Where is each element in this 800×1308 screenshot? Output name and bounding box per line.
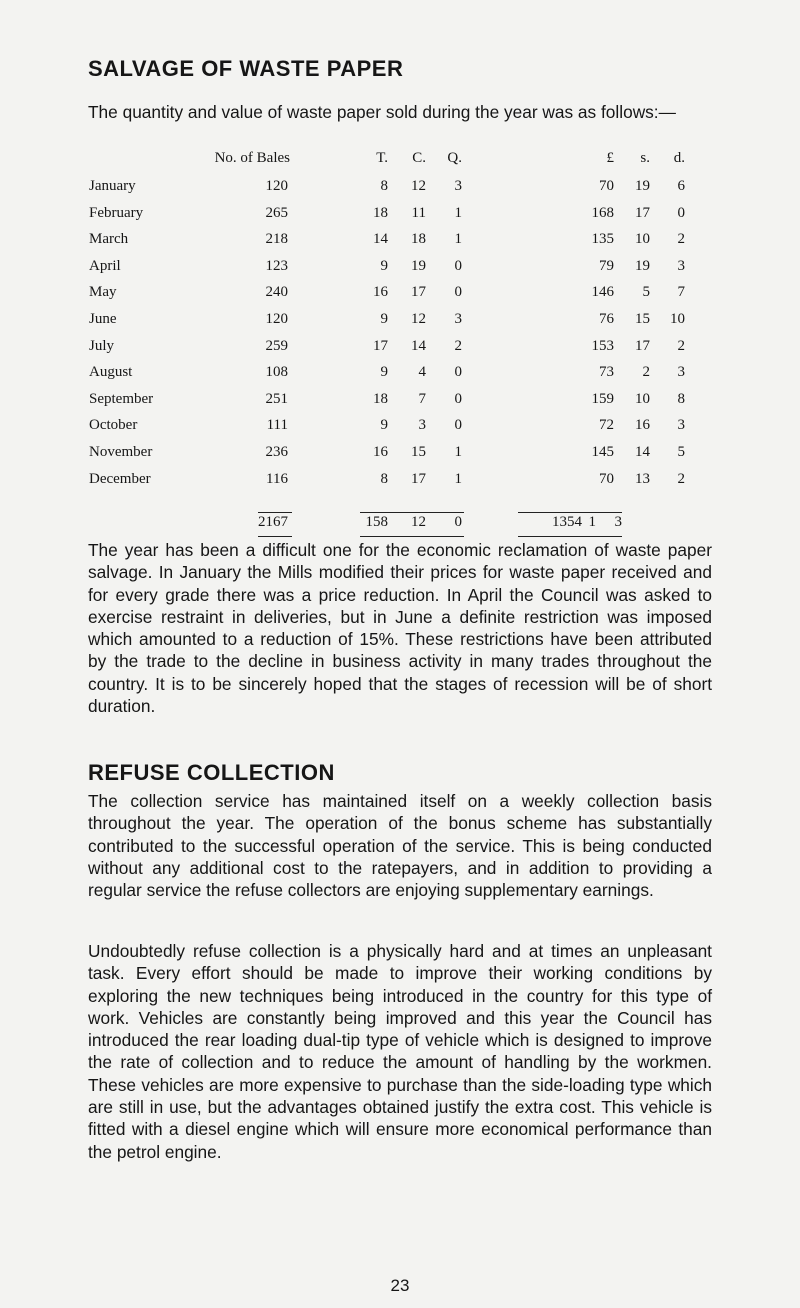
salvage-table: [0, 0, 800, 560]
table-row-month: May: [89, 284, 117, 300]
table-cell-pounds: 72: [599, 417, 614, 433]
table-cell-q: 1: [454, 444, 462, 460]
table-cell-pounds: 159: [591, 391, 614, 407]
table-cell-bales: 120: [265, 311, 288, 327]
total-cwt: 12: [411, 514, 426, 530]
table-cell-shillings: 5: [642, 284, 650, 300]
table-row-month: March: [89, 231, 129, 247]
header-pounds: £: [606, 150, 614, 166]
table-cell-pence: 3: [677, 258, 685, 274]
refuse-heading: REFUSE COLLECTION: [88, 760, 335, 785]
table-cell-t: 8: [380, 178, 388, 194]
header-cwt: C.: [412, 150, 426, 166]
header-bales: No. of Bales: [214, 150, 290, 166]
table-row-month: September: [89, 391, 154, 407]
table-cell-shillings: 10: [635, 391, 650, 407]
table-cell-pounds: 145: [591, 444, 614, 460]
total-rule-bales: [258, 512, 292, 513]
table-cell-t: 18: [373, 205, 388, 221]
refuse-paragraph-1: The collection service has maintained itself on a weekly collection basis throughout the year. The operation of the bonus scheme has substantially contributed to the successful operation of the service. This is being conducted without any additional cost to the ratepayers, and in addition to providing a regular service the refuse collectors are enjoying supplementary earnings.: [88, 791, 712, 901]
table-cell-shillings: 15: [635, 311, 650, 327]
table-cell-pence: 2: [677, 471, 685, 487]
table-cell-bales: 108: [265, 364, 288, 380]
table-cell-q: 1: [454, 471, 462, 487]
header-tons: T.: [376, 150, 388, 166]
table-row-month: January: [89, 178, 136, 194]
total-pounds: 1354: [552, 514, 582, 530]
total-underline-weight: [360, 536, 464, 537]
table-cell-pounds: 73: [599, 364, 614, 380]
table-cell-bales: 218: [265, 231, 288, 247]
table-cell-pence: 3: [677, 364, 685, 380]
table-cell-c: 14: [411, 338, 426, 354]
salvage-paragraph: The year has been a difficult one for the economic reclamation of waste paper salvage. In January the Mills modified their prices for waste paper received and for every grade there was a price reduction. In April the Council was asked to exercise restraint in deliveries, but in June a definite restriction was imposed which amounted to a reduction of 15%. These restrictions have been attributed by the trade to the decline in business activity in many trades throughout the country. It is to be sincerely hoped that the stages of recession will be of short duration.: [88, 540, 712, 717]
table-cell-shillings: 2: [642, 364, 650, 380]
table-cell-t: 9: [380, 417, 388, 433]
table-cell-t: 14: [373, 231, 388, 247]
table-cell-t: 17: [373, 338, 388, 354]
table-row-month: December: [89, 471, 151, 487]
total-rule-value: [518, 512, 622, 513]
total-underline-bales: [258, 536, 292, 537]
table-cell-c: 4: [418, 364, 426, 380]
total-pence: 3: [614, 514, 622, 530]
table-cell-pounds: 70: [599, 471, 614, 487]
table-cell-shillings: 19: [635, 178, 650, 194]
table-cell-q: 1: [454, 205, 462, 221]
total-rule-weight: [360, 512, 464, 513]
table-cell-bales: 259: [265, 338, 288, 354]
table-cell-c: 3: [418, 417, 426, 433]
table-cell-c: 17: [411, 471, 426, 487]
table-cell-shillings: 17: [635, 338, 650, 354]
table-cell-t: 9: [380, 364, 388, 380]
total-quarters: 0: [454, 514, 462, 530]
table-cell-q: 0: [454, 417, 462, 433]
table-cell-pence: 2: [677, 338, 685, 354]
table-row-month: November: [89, 444, 153, 460]
table-row-month: August: [89, 364, 133, 380]
table-cell-pounds: 146: [591, 284, 614, 300]
salvage-heading: SALVAGE OF WASTE PAPER: [88, 56, 404, 81]
table-cell-bales: 111: [266, 417, 288, 433]
table-cell-pence: 6: [677, 178, 685, 194]
table-cell-q: 3: [454, 178, 462, 194]
table-cell-t: 18: [373, 391, 388, 407]
table-cell-pence: 3: [677, 417, 685, 433]
page-number: 23: [390, 1276, 410, 1295]
table-cell-pence: 2: [677, 231, 685, 247]
table-row-month: June: [89, 311, 117, 327]
table-cell-pounds: 153: [591, 338, 614, 354]
header-quarters: Q.: [447, 150, 462, 166]
total-underline-value: [518, 536, 622, 537]
total-shillings: 1: [588, 514, 596, 530]
total-tons: 158: [365, 514, 388, 530]
table-cell-q: 1: [454, 231, 462, 247]
salvage-intro: The quantity and value of waste paper sold during the year was as follows:—: [88, 102, 676, 122]
table-cell-q: 0: [454, 258, 462, 274]
table-cell-q: 0: [454, 364, 462, 380]
table-cell-t: 9: [380, 311, 388, 327]
table-cell-shillings: 13: [635, 471, 650, 487]
table-cell-pence: 7: [677, 284, 685, 300]
table-cell-t: 8: [380, 471, 388, 487]
table-cell-c: 19: [411, 258, 426, 274]
table-row-month: July: [89, 338, 115, 354]
table-cell-pence: 5: [677, 444, 685, 460]
table-row-month: April: [89, 258, 121, 274]
table-cell-pence: 8: [677, 391, 685, 407]
table-cell-shillings: 17: [635, 205, 650, 221]
table-cell-c: 11: [411, 205, 426, 221]
table-cell-shillings: 19: [635, 258, 650, 274]
table-cell-bales: 123: [265, 258, 288, 274]
table-cell-pounds: 135: [591, 231, 614, 247]
table-cell-c: 17: [411, 284, 426, 300]
table-cell-pounds: 70: [599, 178, 614, 194]
table-cell-q: 0: [454, 391, 462, 407]
total-bales: 2167: [258, 514, 288, 530]
table-cell-c: 12: [411, 311, 426, 327]
table-cell-c: 12: [411, 178, 426, 194]
table-cell-bales: 120: [265, 178, 288, 194]
table-cell-pence: 10: [670, 311, 685, 327]
table-cell-shillings: 10: [635, 231, 650, 247]
header-pence: d.: [673, 150, 685, 166]
table-cell-t: 16: [373, 444, 388, 460]
table-cell-c: 7: [418, 391, 426, 407]
table-cell-pounds: 168: [591, 205, 614, 221]
table-cell-pence: 0: [677, 205, 685, 221]
table-cell-pounds: 76: [599, 311, 614, 327]
table-cell-bales: 236: [265, 444, 288, 460]
table-cell-bales: 240: [265, 284, 288, 300]
table-row-month: February: [89, 205, 144, 221]
table-cell-q: 3: [454, 311, 462, 327]
table-cell-bales: 116: [266, 471, 288, 487]
table-cell-c: 15: [411, 444, 426, 460]
table-cell-shillings: 16: [635, 417, 650, 433]
table-cell-t: 16: [373, 284, 388, 300]
table-row-month: October: [89, 417, 138, 433]
table-cell-q: 0: [454, 284, 462, 300]
table-cell-q: 2: [454, 338, 462, 354]
table-cell-c: 18: [411, 231, 426, 247]
header-shillings: s.: [640, 150, 650, 166]
table-cell-bales: 265: [265, 205, 288, 221]
table-cell-bales: 251: [265, 391, 288, 407]
refuse-paragraph-2: Undoubtedly refuse collection is a physically hard and at times an unpleasant task. Every effort should be made to improve their working conditions by exploring the new techniques being introduced in the country for this type of work. Vehicles are constantly being improved and this year the Council has introduced the rear loading dual-tip type of vehicle which is designed to improve the rate of collection and to reduce the amount of handling by the workmen. These vehicles are more expensive to purchase than the side-loading type which are still in use, but the advantages obtained justify the extra cost. This vehicle is fitted with a diesel engine which will ensure more economical performance than the petrol engine.: [88, 941, 712, 1162]
table-cell-pounds: 79: [599, 258, 614, 274]
table-cell-shillings: 14: [635, 444, 650, 460]
table-cell-t: 9: [380, 258, 388, 274]
